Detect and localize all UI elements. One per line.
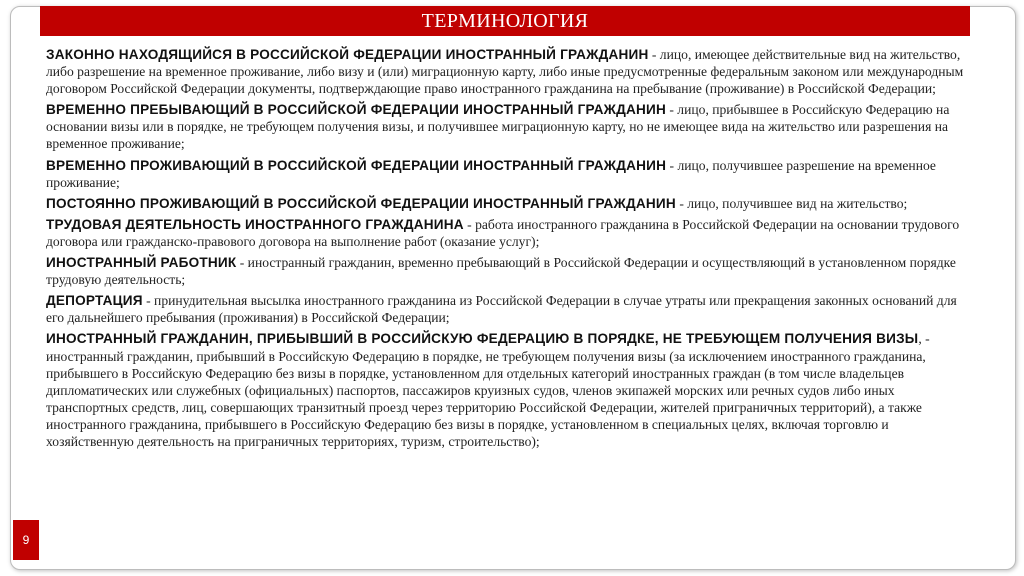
term-label: ПОСТОЯННО ПРОЖИВАЮЩИЙ В РОССИЙСКОЙ ФЕДЕРАЦИИ ИНОСТРАННЫЙ ГРАЖДАНИН <box>46 195 676 211</box>
term-entry-8 <box>46 330 966 450</box>
term-entry-3 <box>46 157 966 191</box>
term-definition: - принудительная высылка иностранного гражданина из Российской Федерации в случае утраты или прекращения законных оснований для его дальнейшего пребывания (проживания) в Российской Федерации; <box>46 293 957 326</box>
term-label: ИНОСТРАННЫЙ ГРАЖДАНИН, ПРИБЫВШИЙ В РОССИЙСКУЮ ФЕДЕРАЦИЮ В ПОРЯДКЕ, НЕ ТРЕБУЮЩЕМ ПОЛУЧЕНИЯ ВИЗЫ <box>46 331 919 347</box>
term-definition: - лицо, получившее разрешение на временное проживание; <box>46 157 936 190</box>
term-entry-4 <box>46 195 966 212</box>
term-definition: , - иностранный гражданин, прибывший в Российскую Федерацию в порядке, не требующем получения визы (за исключением иностранного гражданина, прибывшего в Российскую Федерацию без визы в порядке, установленном для отдельных категорий иностранных граждан (в том числе владельцев дипломатических или служебных (официальных) паспортов, пассажиров круизных судов, членов экипажей морских или речных судов либо иных транспортных средств, лиц, совершающих транзитный проезд через территорию Российской Федерации, жителей приграничных территорий), а также иностранного гражданина, прибывшего в Российскую Федерацию без визы в порядке, установленном в специальных целях, включая торговлю и хозяйственную деятельность на приграничных территориях, туризм, строительство); <box>46 331 930 449</box>
page-number-badge <box>13 520 39 560</box>
term-definition: - лицо, имеющее действительные вид на жительство, либо разрешение на временное проживание, либо визу и (или) миграционную карту, либо иные предусмотренные федеральным законом или международным договором Российской Федерации документы, подтверждающие право иностранного гражданина на пребывание (проживание) в Российской Федерации; <box>46 47 964 97</box>
term-entry-1 <box>46 46 966 97</box>
term-entry-7 <box>46 292 966 326</box>
terminology-list <box>46 46 966 454</box>
term-entry-5 <box>46 216 966 250</box>
term-definition: - лицо, прибывшее в Российскую Федерацию на основании визы или в порядке, не требующем получения визы, и получившее миграционную карту, но не имеющее вида на жительство или разрешения на временное проживание; <box>46 102 950 152</box>
term-entry-6 <box>46 254 966 288</box>
term-label: ТРУДОВАЯ ДЕЯТЕЛЬНОСТЬ ИНОСТРАННОГО ГРАЖДАНИНА <box>46 216 464 232</box>
term-label: ВРЕМЕННО ПРЕБЫВАЮЩИЙ В РОССИЙСКОЙ ФЕДЕРАЦИИ ИНОСТРАННЫЙ ГРАЖДАНИН <box>46 102 666 118</box>
term-label: ЗАКОННО НАХОДЯЩИЙСЯ В РОССИЙСКОЙ ФЕДЕРАЦИИ ИНОСТРАННЫЙ ГРАЖДАНИН <box>46 47 649 62</box>
term-label: ВРЕМЕННО ПРОЖИВАЮЩИЙ В РОССИЙСКОЙ ФЕДЕРАЦИИ ИНОСТРАННЫЙ ГРАЖДАНИН <box>46 157 667 173</box>
page-title: ТЕРМИНОЛОГИЯ <box>421 9 589 32</box>
term-label: ИНОСТРАННЫЙ РАБОТНИК <box>46 255 237 271</box>
term-definition: - лицо, получившее вид на жительство; <box>675 195 908 211</box>
term-entry-2 <box>46 101 966 152</box>
term-definition: - иностранный гражданин, временно пребывающий в Российской Федерации и осуществляющий в установленном порядке трудовую деятельность; <box>46 255 956 288</box>
page-number: 9 <box>22 533 30 547</box>
term-definition: - работа иностранного гражданина в Российской Федерации на основании трудового договора или гражданско-правового договора на выполнение работ (оказание услуг); <box>46 216 960 249</box>
title-bar <box>40 6 970 36</box>
term-label: ДЕПОРТАЦИЯ <box>46 293 143 309</box>
